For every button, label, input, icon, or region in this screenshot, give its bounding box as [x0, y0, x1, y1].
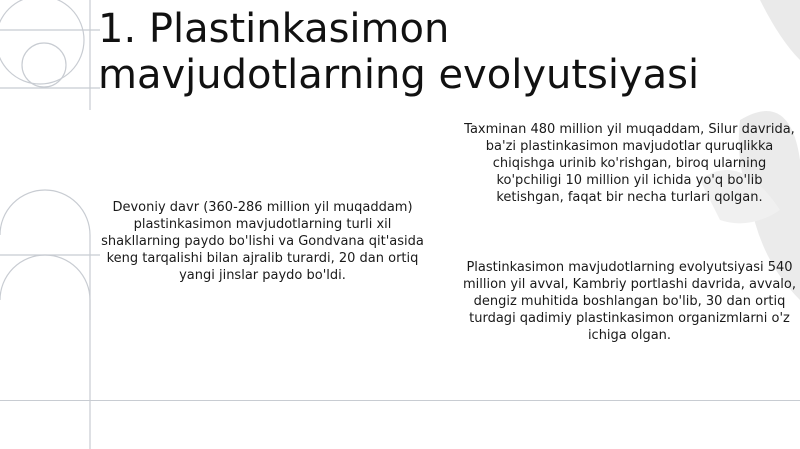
slide-title: 1. Plastinkasimon mavjudotlarning evolyutsiyasi [98, 6, 700, 98]
paragraph-cambrian: Plastinkasimon mavjudotlarning evolyutsiyasi 540 million yil avval, Kambriy portlashi davrida, avvalo, dengiz muhitida boshlangan bo'lib, 30 dan ortiq turdagi qadimiy plastinkasimon organizmlarni o'z ichiga olgan. [463, 260, 796, 343]
footer-divider [0, 400, 800, 401]
paragraph-silurian: Taxminan 480 million yil muqaddam, Silur davrida, ba'zi plastinkasimon mavjudotlar quruqlikka chiqishga urinib ko'rishgan, biroq ularning ko'pchiligi 10 million yil ichida yo'q bo'lib ketishgan, faqat bir necha turlari qolgan. [464, 122, 795, 205]
paragraph-devonian: Devoniy davr (360-286 million yil muqaddam) plastinkasimon mavjudotlarning turli xil shakllarning paydo bo'lishi va Gondvana qit'asida keng tarqalishi bilan ajralib turardi, 20 dan ortiq yangi jinslar paydo bo'ldi. [101, 200, 424, 283]
decorative-line-art [0, 0, 100, 449]
